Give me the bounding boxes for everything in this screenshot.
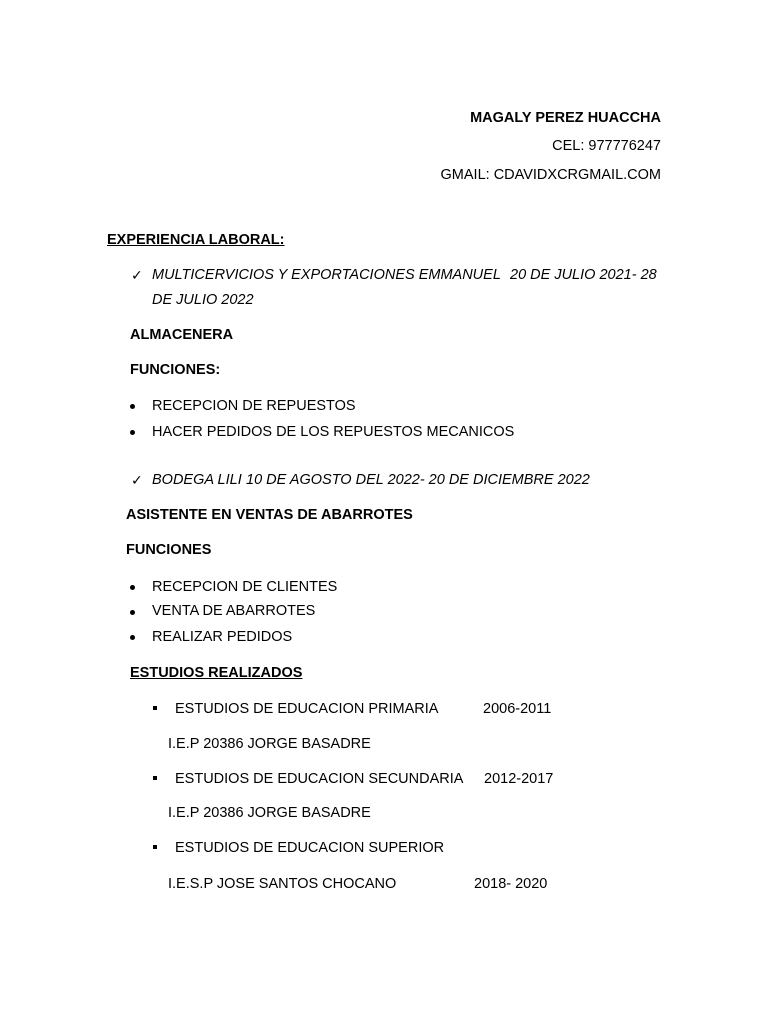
job-dates-continued: DE JULIO 2022 bbox=[152, 292, 254, 308]
education-years: 2018- 2020 bbox=[474, 876, 548, 892]
check-icon: ✓ bbox=[131, 472, 143, 488]
function-item: RECEPCION DE REPUESTOS bbox=[152, 398, 356, 414]
function-item: REALIZAR PEDIDOS bbox=[152, 629, 293, 645]
function-item: RECEPCION DE CLIENTES bbox=[152, 579, 338, 595]
functions-label: FUNCIONES bbox=[126, 542, 212, 558]
job-company: MULTICERVICIOS Y EXPORTACIONES EMMANUEL bbox=[152, 267, 501, 283]
education-institution: I.E.P 20386 JORGE BASADRE bbox=[168, 736, 371, 752]
bullet-icon bbox=[130, 430, 135, 435]
education-title: ESTUDIOS DE EDUCACION PRIMARIA bbox=[175, 701, 439, 717]
bullet-icon bbox=[130, 404, 135, 409]
bullet-icon bbox=[130, 635, 135, 640]
experience-heading: EXPERIENCIA LABORAL: bbox=[107, 232, 285, 248]
functions-label: FUNCIONES: bbox=[130, 362, 221, 378]
candidate-name: MAGALY PEREZ HUACCHA bbox=[470, 110, 661, 126]
bullet-icon bbox=[130, 610, 135, 615]
education-years: 2012-2017 bbox=[484, 771, 554, 787]
job-company: BODEGA LILI bbox=[152, 472, 242, 488]
job-dates: 20 DE JULIO 2021- 28 bbox=[510, 267, 657, 283]
phone-number: CEL: 977776247 bbox=[552, 138, 661, 154]
education-institution: I.E.P 20386 JORGE BASADRE bbox=[168, 805, 371, 821]
job-role: ASISTENTE EN VENTAS DE ABARROTES bbox=[126, 507, 413, 523]
function-item: HACER PEDIDOS DE LOS REPUESTOS MECANICOS bbox=[152, 424, 515, 440]
education-heading: ESTUDIOS REALIZADOS bbox=[130, 665, 303, 681]
education-title: ESTUDIOS DE EDUCACION SUPERIOR bbox=[175, 840, 445, 856]
bullet-icon bbox=[130, 585, 135, 590]
education-title: ESTUDIOS DE EDUCACION SECUNDARIA bbox=[175, 771, 464, 787]
check-icon: ✓ bbox=[131, 267, 143, 283]
education-years: 2006-2011 bbox=[483, 701, 552, 717]
education-institution: I.E.S.P JOSE SANTOS CHOCANO bbox=[168, 876, 397, 892]
square-bullet-icon bbox=[153, 776, 157, 780]
square-bullet-icon bbox=[153, 845, 157, 849]
job-dates: 10 DE AGOSTO DEL 2022- 20 DE DICIEMBRE 2022 bbox=[246, 472, 590, 488]
email-address: GMAIL: CDAVIDXCRGMAIL.COM bbox=[440, 167, 661, 183]
square-bullet-icon bbox=[153, 706, 157, 710]
function-item: VENTA DE ABARROTES bbox=[152, 603, 316, 619]
job-role: ALMACENERA bbox=[130, 327, 234, 343]
